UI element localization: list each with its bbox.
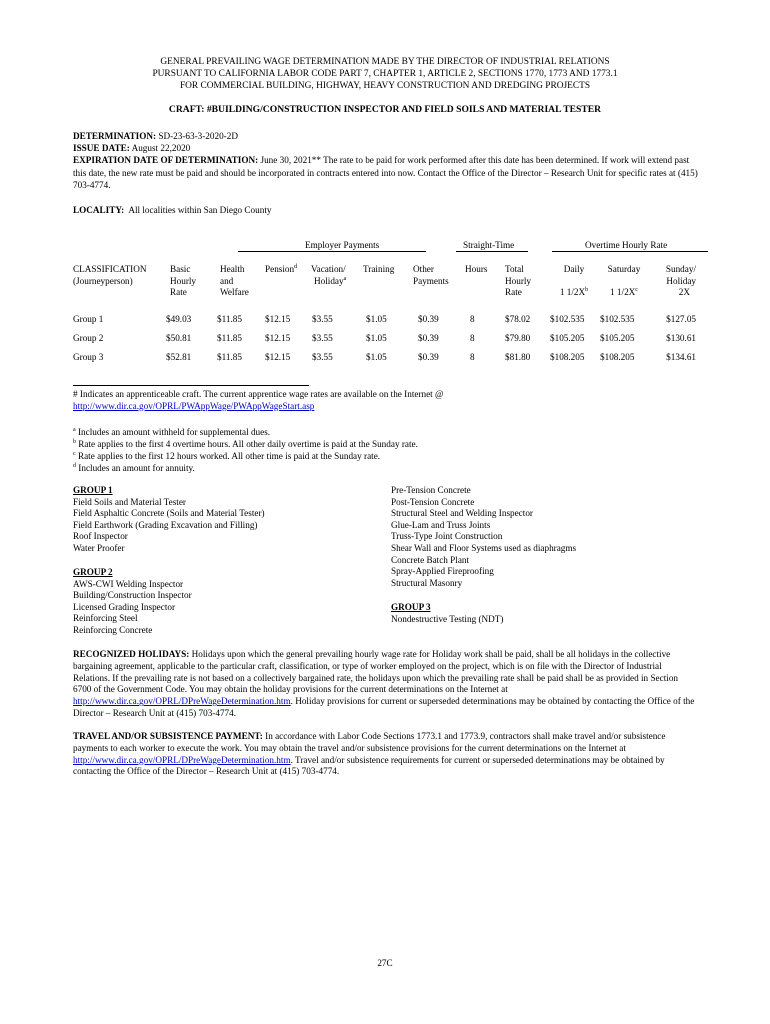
- footnote-c: $^c$ Rate applies to the first 12 hours worked. All other time is paid at the Sunday rate.: [73, 450, 381, 461]
- list-item: Reinforcing Concrete: [73, 624, 153, 635]
- list-item: Reinforcing Steel: [73, 613, 138, 624]
- expiration-value: June 30, 2021** The rate to be paid for work performed after this date has been determined. If work will extend past this date, the new rate must be paid and should be incorporated in contracts entered into now. Contact the Office of the Director – Research Unit for specific rates at (415) 703-4774.: [73, 155, 698, 190]
- cell-vacation-holiday: $3.55: [312, 314, 333, 324]
- cell-other-payments: $0.39: [418, 352, 439, 362]
- list-item: Roof Inspector: [73, 531, 128, 542]
- col-basic-hourly-rate: Basic Hourly Rate: [170, 264, 197, 297]
- group-3-title: GROUP 3: [391, 602, 431, 612]
- cell-other-payments: $0.39: [418, 333, 439, 343]
- cell-hours: 8: [470, 352, 475, 362]
- cell-training: $1.05: [366, 333, 387, 343]
- cell-classification: Group 2: [73, 333, 104, 343]
- col-classification: CLASSIFICATION (Journeyperson): [73, 264, 147, 286]
- header-line-3: FOR COMMERCIAL BUILDING, HIGHWAY, HEAVY CONSTRUCTION AND DREDGING PROJECTS: [179, 81, 591, 91]
- col-sunday-holiday: Sunday/ Holiday 2X: [665, 264, 696, 297]
- group-2-list: [73, 567, 192, 637]
- cell-saturday-rate: $108.205: [600, 352, 635, 362]
- cell-saturday-rate: $105.205: [600, 333, 635, 343]
- list-item: Truss-Type Joint Construction: [391, 531, 503, 542]
- employer-payments-rule: [238, 251, 426, 252]
- group-3-list: [391, 602, 503, 625]
- cell-basic-rate: $52.81: [166, 352, 192, 362]
- holidays-label: RECOGNIZED HOLIDAYS:: [73, 649, 190, 659]
- cell-other-payments: $0.39: [418, 314, 439, 324]
- header-line-1: GENERAL PREVAILING WAGE DETERMINATION MADE BY THE DIRECTOR OF INDUSTRIAL RELATIONS: [160, 57, 610, 67]
- cell-sunday-holiday-rate: $130.61: [666, 333, 696, 343]
- locality: [73, 205, 272, 215]
- footnote-d: $^d$ Includes an amount for annuity.: [73, 462, 195, 473]
- cell-daily-rate: $102.535: [550, 314, 585, 324]
- col-vacation-holiday: Vacation/ Holiday$^a$: [311, 264, 347, 286]
- list-item: Nondestructive Testing (NDT): [391, 613, 504, 624]
- overtime-header: Overtime Hourly Rate: [585, 240, 668, 250]
- apprentice-note: # Indicates an apprenticeable craft. The current apprentice wage rates are available on the Internet @ http://www.dir.ca.gov/OPRL/PWAppWage/PWAppWageStart.asp: [73, 389, 444, 411]
- cell-pension: $12.15: [265, 314, 291, 324]
- list-item: Glue-Lam and Truss Joints: [391, 519, 491, 530]
- cell-basic-rate: $50.81: [166, 333, 192, 343]
- issue-date-value: August 22,2020: [131, 143, 191, 154]
- cell-health-welfare: $11.85: [217, 333, 242, 343]
- list-item: Building/Construction Inspector: [73, 590, 192, 601]
- cell-classification: Group 1: [73, 314, 104, 324]
- col-other-payments: Other Payments: [413, 264, 449, 286]
- straight-time-rule: [456, 251, 528, 252]
- list-item: Concrete Batch Plant: [391, 554, 470, 565]
- list-item: Licensed Grading Inspector: [73, 601, 176, 612]
- cell-hours: 8: [470, 314, 475, 324]
- notes-rule: [73, 385, 309, 386]
- cell-hours: 8: [470, 333, 475, 343]
- col-daily: Daily 1 $1/2X^b$: [559, 264, 589, 297]
- cell-saturday-rate: $102.535: [600, 314, 635, 324]
- cell-pension: $12.15: [265, 333, 291, 343]
- footnote-b: $^b$ Rate applies to the first 4 overtime hours. All other daily overtime is paid at the Sunday rate.: [73, 438, 418, 449]
- craft-title: CRAFT: #BUILDING/CONSTRUCTION INSPECTOR AND FIELD SOILS AND MATERIAL TESTER: [168, 104, 602, 115]
- list-item: Shear Wall and Floor Systems used as diaphragms: [391, 542, 577, 553]
- cell-daily-rate: $105.205: [550, 333, 585, 343]
- travel-link[interactable]: http://www.dir.ca.gov/OPRL/DPreWageDetermination.htm: [73, 754, 291, 765]
- group-2-continued-list: [391, 485, 576, 589]
- holidays-paragraph: RECOGNIZED HOLIDAYS: Holidays upon which the general prevailing hourly wage rate for Holiday work shall be paid, shall be all holidays in the collective bargaining agreement, applicable to the particular craft, classification, or type of worker employed on the project, which is on file with the Director of Industrial Relations. If the prevailing rate is not based on a collectively bargained rate, the holidays upon which the prevailing rate shall be paid shall be as provided in Section 6700 of the Government Code. You may obtain the holiday provisions for the current determinations on the Internet at http://www.dir.ca.gov/OPRL/DPreWageDetermination.htm. Holiday provisions for current or superseded determinations may be obtained by contacting the Office of the Director – Research Unit at (415) 703-4774.: [73, 649, 695, 718]
- holidays-link[interactable]: http://www.dir.ca.gov/OPRL/DPreWageDetermination.htm: [73, 696, 291, 707]
- expiration-label: EXPIRATION DATE OF DETERMINATION:: [73, 155, 259, 166]
- locality-label: LOCALITY:: [73, 205, 125, 215]
- employer-payments-header: Employer Payments: [305, 240, 380, 250]
- cell-vacation-holiday: $3.55: [312, 352, 333, 362]
- cell-sunday-holiday-rate: $134.61: [666, 352, 696, 362]
- col-health-welfare: Health and Welfare: [220, 264, 249, 297]
- cell-sunday-holiday-rate: $127.05: [666, 314, 696, 324]
- col-hours: Hours: [465, 264, 488, 274]
- cell-basic-rate: $49.03: [166, 314, 192, 324]
- cell-vacation-holiday: $3.55: [312, 333, 333, 343]
- group-2-title: GROUP 2: [73, 567, 113, 577]
- cell-training: $1.05: [366, 352, 387, 362]
- straight-time-header: Straight-Time: [463, 240, 515, 250]
- overtime-rule: [552, 251, 708, 252]
- apprentice-link[interactable]: http://www.dir.ca.gov/OPRL/PWAppWage/PWAppWageStart.asp: [73, 400, 315, 411]
- cell-daily-rate: $108.205: [550, 352, 585, 362]
- list-item: Pre-Tension Concrete: [391, 485, 471, 495]
- col-training: Training: [363, 264, 395, 274]
- list-item: Water Proofer: [73, 542, 125, 553]
- cell-training: $1.05: [366, 314, 387, 324]
- list-item: Field Soils and Material Tester: [73, 496, 186, 507]
- cell-health-welfare: $11.85: [217, 352, 242, 362]
- list-item: Spray-Applied Fireproofing: [391, 566, 494, 577]
- col-pension: Pension$^d$: [265, 263, 298, 274]
- footnote-a: $^a$ Includes an amount withheld for supplemental dues.: [73, 426, 271, 437]
- group-1-title: GROUP 1: [73, 485, 113, 495]
- travel-label: TRAVEL AND/OR SUBSISTENCE PAYMENT:: [73, 731, 263, 741]
- list-item: Structural Steel and Welding Inspector: [391, 508, 533, 519]
- cell-classification: Group 3: [73, 352, 104, 362]
- cell-total-hourly-rate: $79.80: [505, 333, 531, 343]
- col-total-hourly-rate: Total Hourly Rate: [505, 264, 532, 297]
- document-header: [70, 56, 700, 92]
- travel-paragraph: TRAVEL AND/OR SUBSISTENCE PAYMENT: In accordance with Labor Code Sections 1773.1 and 1773.9, contractors shall make travel and/or subsistence payments to each worker to execute the work. You may obtain the travel and/or subsistence provisions for the current determinations on the Internet at http://www.dir.ca.gov/OPRL/DPreWageDetermination.htm. Travel and/or subsistence requirements for current or superseded determinations may be obtained by contacting the Office of the Director – Research Unit at (415) 703-4774.: [73, 731, 666, 777]
- list-item: Field Earthwork (Grading Excavation and Filling): [73, 519, 258, 530]
- col-saturday: Saturday 1 $1/2X^c$: [607, 264, 641, 297]
- determination-value: SD-23-63-3-2020-2D: [158, 131, 238, 141]
- page-number: 27C: [377, 958, 393, 968]
- locality-value: All localities within San Diego County: [128, 205, 272, 215]
- issue-date-label: ISSUE DATE:: [73, 143, 130, 154]
- determination-label: DETERMINATION:: [73, 131, 157, 141]
- cell-health-welfare: $11.85: [217, 314, 242, 324]
- list-item: Structural Masonry: [391, 577, 463, 588]
- list-item: Field Asphaltic Concrete (Soils and Material Tester): [73, 508, 265, 519]
- cell-pension: $12.15: [265, 352, 291, 362]
- group-1-list: [73, 485, 265, 555]
- header-line-2: PURSUANT TO CALIFORNIA LABOR CODE PART 7, CHAPTER 1, ARTICLE 2, SECTIONS 1770, 1773 AND 1773.1: [152, 69, 618, 79]
- cell-total-hourly-rate: $78.02: [505, 314, 531, 324]
- list-item: AWS-CWI Welding Inspector: [73, 578, 184, 589]
- cell-total-hourly-rate: $81.80: [505, 352, 531, 362]
- determination-block: [73, 130, 698, 191]
- list-item: Post-Tension Concrete: [391, 496, 475, 507]
